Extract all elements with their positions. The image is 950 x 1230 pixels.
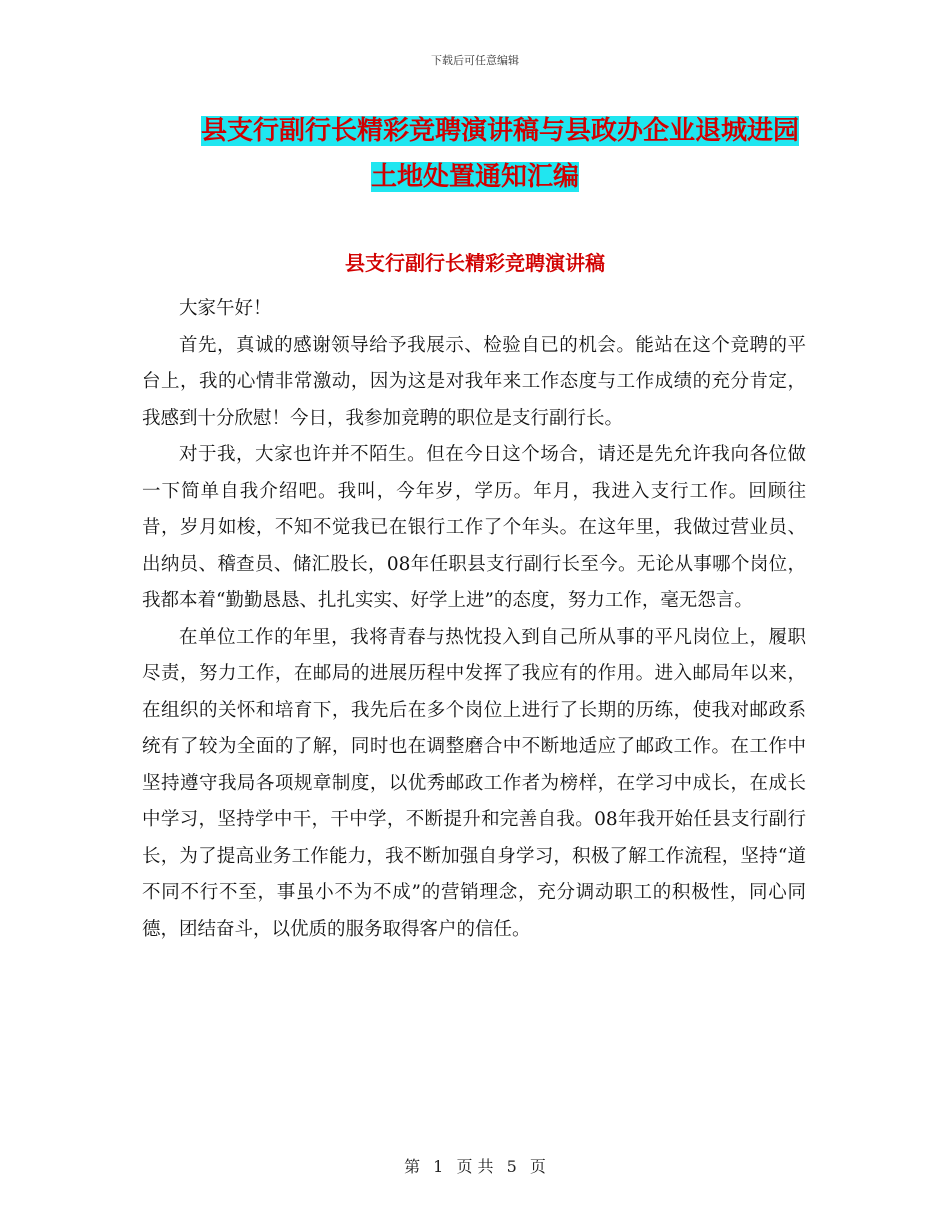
document-body xyxy=(142,291,806,948)
paragraph: 首先，真诚的感谢领导给予我展示、检验自已的机会。能站在这个竞聘的平台上，我的心情非常激动，因为这是对我年来工作态度与工作成绩的充分肯定，我感到十分欣慰！今日，我参加竞聘的职位是支行副行长。 xyxy=(142,334,806,429)
footer-suffix: 页 xyxy=(529,1157,546,1176)
footer-total-pages: 5 xyxy=(506,1157,517,1176)
document-title xyxy=(0,108,950,200)
footer-page-number: 1 xyxy=(433,1157,444,1176)
paragraph: 对于我，大家也许并不陌生。但在今日这个场合，请还是先允许我向各位做一下简单自我介绍吧。我叫，今年岁，学历。年月，我进入支行工作。回顾往昔，岁月如梭，不知不觉我已在银行工作了个年头。在这年里，我做过营业员、出纳员、稽查员、储汇股长，08年任职县支行副行长至今。无论从事哪个岗位，我都本着“勤勤恳恳、扎扎实实、好学上进”的态度，努力工作，毫无怨言。 xyxy=(142,444,806,611)
section-title: 县支行副行长精彩竞聘演讲稿 xyxy=(345,251,605,275)
title-line-1: 县支行副行长精彩竞聘演讲稿与县政办企业退城进园 xyxy=(200,116,799,146)
paragraph: 在单位工作的年里，我将青春与热忱投入到自己所从事的平凡岗位上，履职尽责，努力工作，在邮局的进展历程中发挥了我应有的作用。进入邮局年以来，在组织的关怀和培育下，我先后在多个岗位上进行了长期的历练，使我对邮政系统有了较为全面的了解，同时也在调整磨合中不断地适应了邮政工作。在工作中坚持遵守我局各项规章制度，以优秀邮政工作者为榜样，在学习中成长，在成长中学习，坚持学中干，干中学，不断提升和完善自我。08年我开始任县支行副行长，为了提高业务工作能力，我不断加强自身学习，积极了解工作流程，坚持“道不同不行不至，事虽小不为不成”的营销理念，充分调动职工的积极性，同心同德，团结奋斗，以优质的服务取得客户的信任。 xyxy=(142,626,806,940)
footer-prefix: 第 xyxy=(404,1157,421,1176)
footer-middle: 页 共 xyxy=(456,1157,494,1176)
header-note: 下载后可任意编辑 xyxy=(431,54,519,67)
title-line-2: 土地处置通知汇编 xyxy=(370,162,579,192)
paragraph-greeting: 大家午好！ xyxy=(179,298,272,319)
page-footer xyxy=(0,1154,950,1177)
